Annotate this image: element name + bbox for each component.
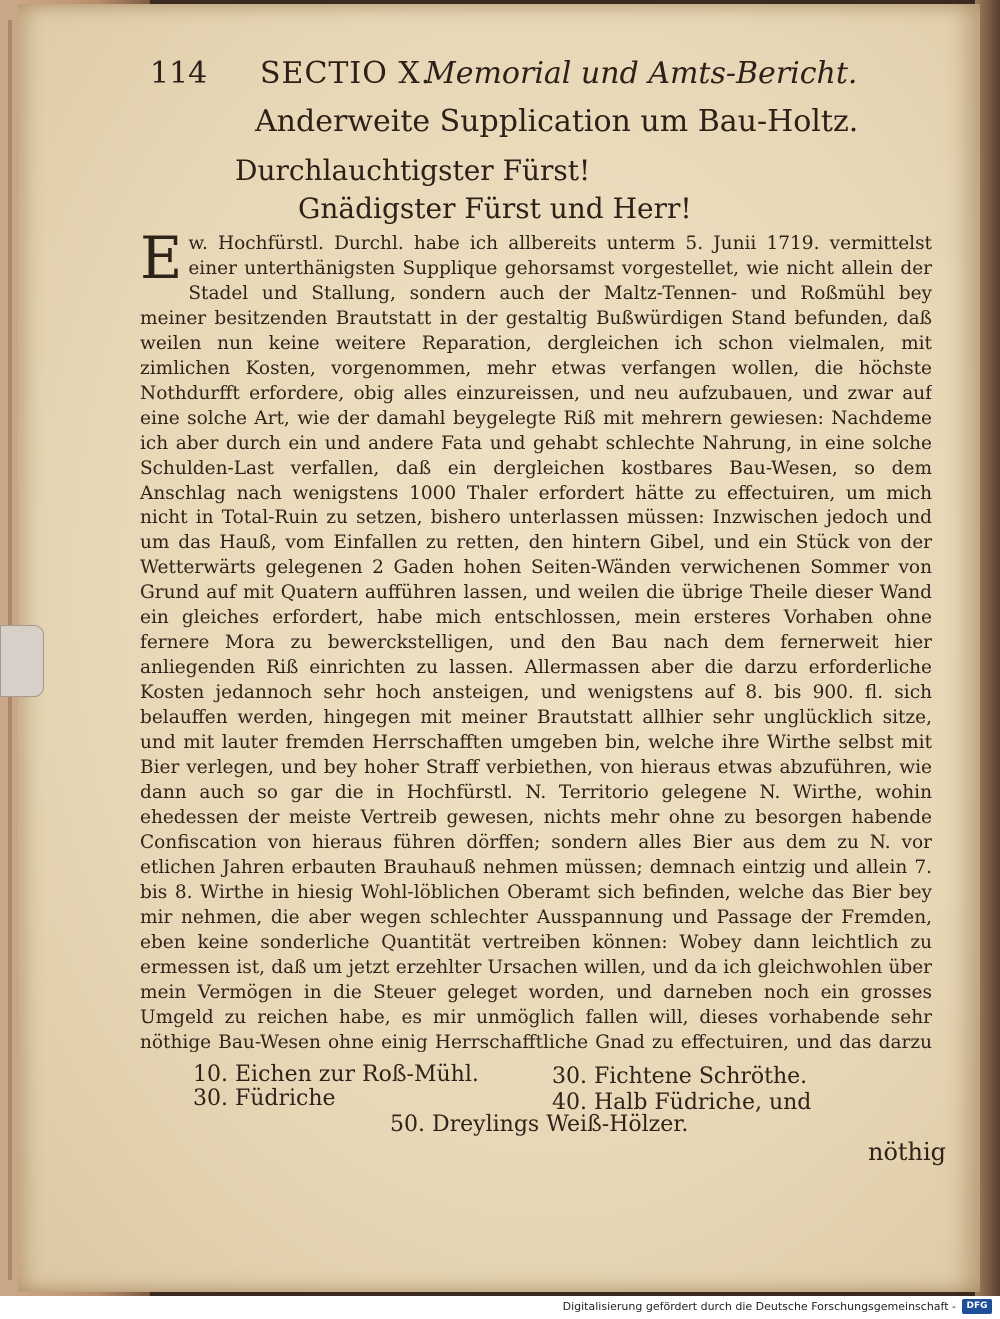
funding-credit: Digitalisierung gefördert durch die Deutsche Forschungsgemeinschaft -	[562, 1300, 956, 1313]
salutation-line-1: Durchlauchtigster Fürst!	[235, 154, 591, 187]
bookmark-tab	[0, 625, 44, 697]
section-label: SECTIO X.	[260, 56, 432, 91]
drop-cap: E	[140, 232, 183, 292]
page-header	[150, 56, 858, 96]
catchword: nöthig	[868, 1138, 947, 1166]
list-item: 10. Eichen zur Roß-Mühl.	[193, 1062, 479, 1087]
dfg-logo: DFG	[962, 1299, 992, 1314]
list-item: 30. Fichtene Schröthe.	[552, 1064, 808, 1089]
footer-bar	[0, 1296, 1000, 1319]
list-item: 50. Dreylings Weiß-Hölzer.	[390, 1112, 689, 1137]
page-number: 114	[150, 56, 208, 91]
running-title: Memorial und Amts-Bericht.	[425, 56, 858, 91]
list-item: 30. Füdriche	[193, 1086, 336, 1111]
list-item: 40. Halb Füdriche, und	[552, 1090, 812, 1115]
body-paragraph	[140, 232, 932, 1052]
salutation-line-2: Gnädigster Fürst und Herr!	[298, 192, 692, 225]
body-text: w. Hochfürstl. Durchl. habe ich allbereits unterm 5. Junii 1719. vermittelst einer unterthänigsten Supplique gehorsamst vorgestellet, wie nicht allein der Stadel und Stallung, sondern auch der Maltz-Tennen- und Roßmühl bey meiner besitzenden Brautstatt in der gestaltig Bußwürdigen Stand befunden, daß weilen nun keine weitere Reparation, dergleichen ich schon vielmalen, mit zimlichen Kosten, vorgenommen, mehr etwas verfangen wollen, die höchste Nothdurfft erfordere, obig alles einzureissen, und neu aufzubauen, und zwar auf eine solche Art, wie der damahl beygelegte Riß mit mehrern gewiesen: Nachdeme ich aber durch ein und andere Fata und gehabt schlechte Nahrung, in eine solche Schulden-Last verfallen, daß ein dergleichen kostbares Bau-Wesen, so dem Anschlag nach wenigstens 1000 Thaler erfordert hätte zu effectuiren, um mich nicht in Total-Ruin zu setzen, bishero unterlassen müssen: Inzwischen jedoch und um das Hauß, vom Einfallen zu retten, den hintern Gibel, und ein Stück von der Wetterwärts gelegenen 2 Gaden hohen Seiten-Wänden verwichenen Sommer von Grund auf mit Quatern aufführen lassen, und weilen die übrige Theile dieser Wand ein gleiches erfordert, habe mich entschlossen, mein ersteres Vorhaben ohne fernere Mora zu bewerckstelligen, und den Bau nach dem fernerweit hier anliegenden Riß einrichten zu lassen. Allermassen aber die darzu erforderliche Kosten jedannoch sehr hoch ansteigen, und wenigstens auf 8. bis 900. fl. sich belauffen werden, hingegen mit meiner Brautstatt allhier sehr unglücklich sitze, und mit lauter fremden Herrschafften umgeben bin, welche ihre Wirthe selbst mit Bier verlegen, und bey hoher Straff verbiethen, von hieraus etwas abzuführen, wie dann auch so gar die in Hochfürstl. N. Territorio gelegene N. Wirthe, wohin ehedessen der meiste Vertreib gewesen, nichts mehr ohne zu besorgen habende Confiscation von hieraus führen dörffen; sondern alles Bier aus dem zu N. vor etlichen Jahren erbauten Brauhauß nehmen müssen; demnach eintzig und allein 7. bis 8. Wirthe in hiesig Wohl-löblichen Oberamt sich befinden, welche das Bier bey mir nehmen, die aber wegen schlechter Ausspannung und Passage der Fremden, eben keine sonderliche Quantität vertreiben können: Wobey dann leichtlich zu ermessen ist, daß um jetzt erzehlter Ursachen willen, und da ich gleichwohlen über mein Vermögen in die Steuer geleget worden, und darneben noch ein grosses Umgeld zu reichen habe, es mir unmöglich fallen will, dieses vorhabende sehr nöthige Bau-Wesen ohne einig Herrschafftliche Gnad zu effectuiren, und das darzu	[140, 233, 932, 1052]
document-title: Anderweite Supplication um Bau-Holtz.	[255, 104, 859, 139]
